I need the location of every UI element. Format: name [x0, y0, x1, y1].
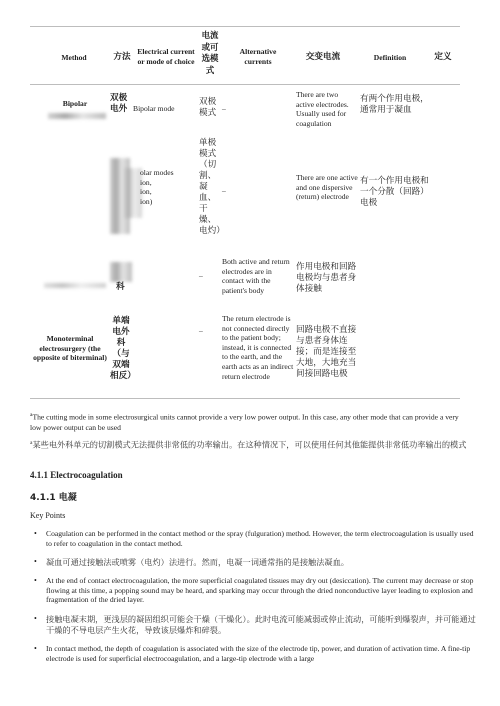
- bullet-icon: •: [34, 557, 37, 566]
- header-mode: Electrical current or mode of choice: [137, 47, 195, 66]
- header-rule: [30, 84, 460, 85]
- cell-mode-cn: 单极模式（切割、凝血、干燥、电灼）: [199, 138, 225, 236]
- cell-def: There are one active and one dispersive (return) electrode: [296, 173, 358, 202]
- footnote-text: The cutting mode in some electrosurgical units cannot provide a very low power output. In this case, any other mode that can provide a very low power output can be used: [30, 412, 459, 432]
- bullet-text: Coagulation can be performed in the contact method or the spray (fulguration) method. However, the term electrocoagulation is usually used to refer to coagulation in the contact method.: [46, 529, 474, 548]
- cell-dash: –: [199, 271, 203, 280]
- bullet-text-cn: 凝血可通过接触法或喷雾（电灼）法进行。然而，电凝一词通常指的是接触法凝血。: [46, 557, 349, 567]
- cell-mode: olar modes ion, ion, ion): [140, 168, 174, 206]
- cell-def: The return electrode is not connected directly to the patient body; instead, it is connected to the earth, and the earth acts as an indirect return electrode: [222, 314, 294, 381]
- footnote-mark-cn: a: [30, 440, 33, 446]
- cell-method-cn: 双极电外: [110, 93, 128, 114]
- cell-mode-cn: 双极模式: [199, 97, 217, 118]
- bullet-text-cn: 接触电凝末期，更浅层的凝固组织可能会干燥（干燥化）。此时电流可能减弱或停止流动，可能听到爆裂声，并可能通过干燥的不导电层产生火花，导致该层爆炸和碎裂。: [46, 614, 476, 635]
- footnote-mark: a: [30, 412, 33, 418]
- section-heading-cn: 4.1.1 电凝: [30, 493, 77, 503]
- cell-def-cn: 作用电极和回路电极均与患者身体接触: [296, 262, 357, 294]
- bullet-icon: •: [34, 529, 37, 538]
- cell-dash: –: [199, 326, 203, 335]
- cell-def-cn: 回路电极不直接与患者身体连接；而是连接至大地，大地充当间接回路电极: [296, 325, 357, 379]
- redacted-text: [48, 113, 106, 119]
- header-alt-cn: 交变电流: [305, 52, 341, 62]
- header-method-cn: 方法: [113, 52, 131, 62]
- cell-def: Both active and return electrodes are in contact with the patient's body: [222, 257, 290, 295]
- cell-def-cn: 有两个作用电极，通常用于凝血: [360, 94, 429, 115]
- redacted-text: [110, 262, 132, 282]
- cell-def: There are two active electrodes. Usually used for coagulation: [296, 90, 349, 128]
- cell-def-cn: 有一个作用电极和一个分散（回路）电极: [360, 176, 429, 208]
- header-def-cn: 定义: [434, 52, 452, 62]
- bullet-text: At the end of contact electrocoagulation, the more superficial coagulated tissues may dry out (desiccation). The current may decrease or stop flowing at this time, a popping sound may be heard, and sparking may occur through the dried nonconductive layer leading to explosion and fragmentation of the dried layer.: [46, 576, 474, 605]
- header-alt: Alternative currents: [239, 47, 277, 66]
- table-top-rule: [30, 26, 460, 27]
- cell-mode: Bipolar mode: [133, 104, 175, 113]
- cell-method: Monoterminal electrosurgery (the opposite of biterminal): [33, 334, 107, 363]
- section-heading: 4.1.1 Electrocoagulation: [30, 470, 123, 480]
- redacted-text: [44, 283, 106, 288]
- bullet-icon: •: [34, 614, 37, 623]
- cell-method: Bipolar: [62, 99, 88, 108]
- cell-dash: –: [222, 104, 226, 113]
- header-method: Method: [61, 53, 87, 62]
- table-bottom-rule: [30, 398, 460, 399]
- bullet-text: In contact method, the depth of coagulation is associated with the size of the electrode tip, power, and duration of activation time. A fine-tip electrode is used for superficial electrocoagulation, and a large-tip electrode with a large: [46, 644, 471, 663]
- cell-dash: –: [222, 186, 226, 195]
- key-points-label: Key Points: [30, 511, 66, 520]
- cell-method-cn: 科: [116, 282, 125, 292]
- bullet-icon: •: [34, 644, 37, 653]
- cell-method-cn: 单端电外科（与双端相反）: [110, 316, 136, 381]
- footnote: [30, 410, 470, 433]
- footnote-cn: [30, 438, 470, 451]
- bullet-icon: •: [34, 576, 37, 585]
- header-current-cn: 电流或可选模式: [201, 30, 219, 75]
- header-def: Definition: [373, 53, 407, 62]
- footnote-text-cn: 某些电外科单元的切割模式无法提供非常低的功率输出。在这种情况下，可以使用任何其他能提供非常低功率输出的模式: [32, 439, 467, 450]
